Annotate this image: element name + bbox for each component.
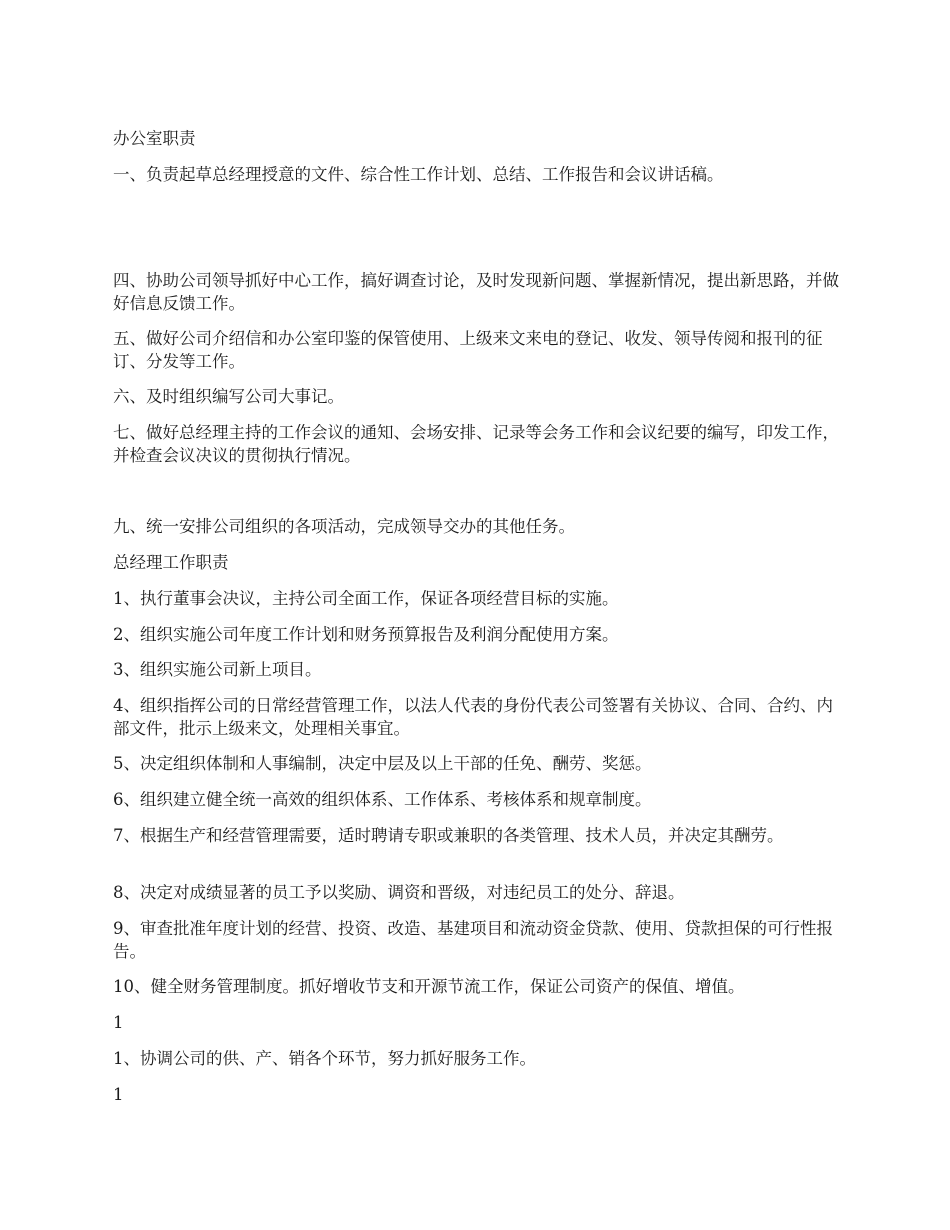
paragraph-office-item-5: 五、做好公司介绍信和办公室印鉴的保管使用、上级来文来电的登记、收发、领导传阅和报刊的征订、分发等工作。	[113, 329, 823, 371]
paragraph-office-item-7: 七、做好总经理主持的工作会议的通知、会场安排、记录等会务工作和会议纪要的编写，印发工作，并检查会议决议的贯彻执行情况。	[113, 423, 839, 465]
paragraph-gm-item-1: 1、执行董事会决议，主持公司全面工作，保证各项经营目标的实施。	[113, 589, 619, 608]
paragraph-gm-item-8: 8、决定对成绩显著的员工予以奖励、调资和晋级，对违纪员工的处分、辞退。	[113, 883, 685, 902]
paragraph-gm-item-6: 6、组织建立健全统一高效的组织体系、工作体系、考核体系和规章制度。	[113, 790, 652, 809]
paragraph-gm-item-5: 5、决定组织体制和人事编制，决定中层及以上干部的任免、酬劳、奖惩。	[113, 754, 652, 773]
paragraph-office-item-1: 一、负责起草总经理授意的文件、综合性工作计划、总结、工作报告和会议讲话稿。	[113, 165, 724, 184]
paragraph-gm-item-9: 9、审查批准年度计划的经营、投资、改造、基建项目和流动资金贷款、使用、贷款担保的可行性报告。	[113, 919, 833, 961]
paragraph-gm-item-10: 10、健全财务管理制度。抓好增收节支和开源节流工作，保证公司资产的保值、增值。	[113, 977, 745, 996]
paragraph-gm-item-2: 2、组织实施公司年度工作计划和财务预算报告及利润分配使用方案。	[113, 625, 619, 644]
paragraph-coordination-item-1: 1、协调公司的供、产、销各个环节，努力抓好服务工作。	[113, 1049, 536, 1068]
section-title-gm-duties: 总经理工作职责	[113, 553, 229, 572]
paragraph-office-item-9: 九、统一安排公司组织的各项活动，完成领导交办的其他任务。	[113, 517, 575, 536]
paragraph-gm-item-4: 4、组织指挥公司的日常经营管理工作，以法人代表的身份代表公司签署有关协议、合同、合约、内部文件，批示上级来文，处理相关事宜。	[113, 696, 833, 738]
standalone-number: 1	[113, 1013, 124, 1032]
paragraph-office-item-6: 六、及时组织编写公司大事记。	[113, 387, 344, 406]
section-title-office-duties: 办公室职责	[113, 129, 196, 148]
paragraph-gm-item-3: 3、组织实施公司新上项目。	[113, 660, 322, 679]
standalone-number: 1	[113, 1085, 124, 1104]
paragraph-gm-item-7: 7、根据生产和经营管理需要，适时聘请专职或兼职的各类管理、技术人员，并决定其酬劳。	[113, 826, 784, 845]
paragraph-office-item-4: 四、协助公司领导抓好中心工作，搞好调查讨论，及时发现新问题、掌握新情况，提出新思路，并做好信息反馈工作。	[113, 271, 839, 313]
